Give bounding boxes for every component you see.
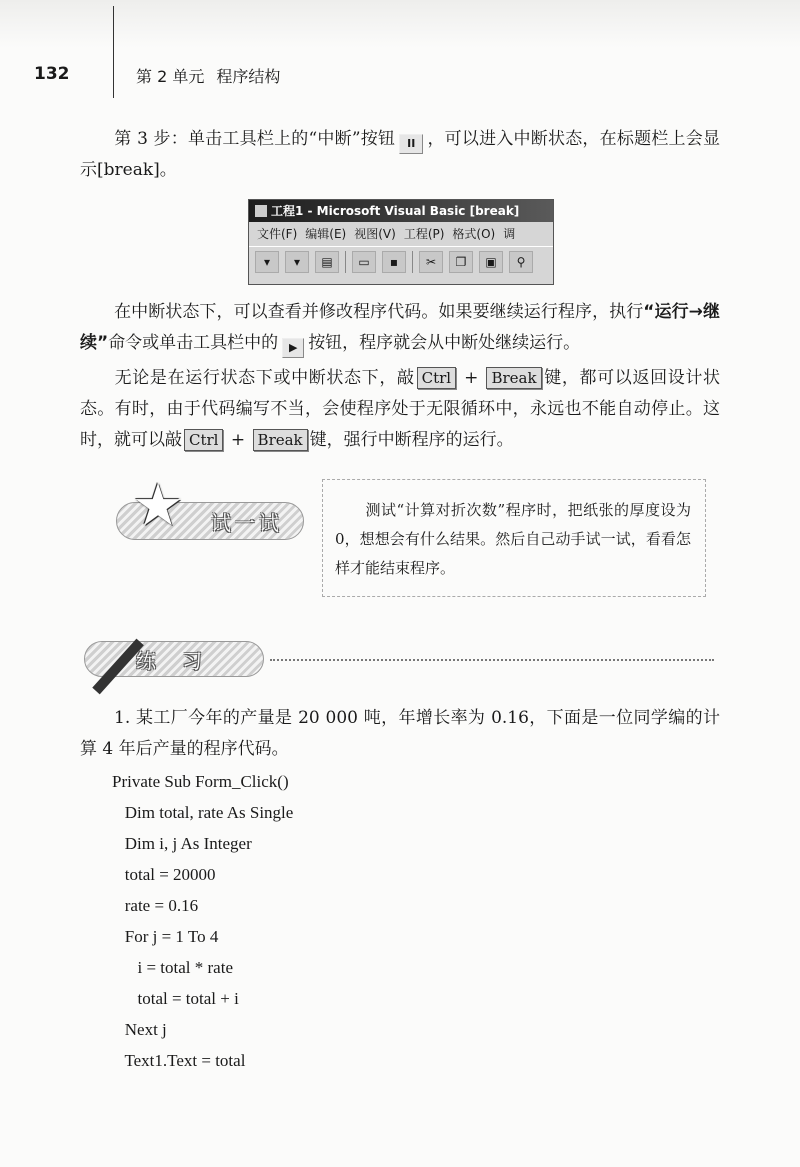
- para3-text-end: 键，强行中断程序的运行。: [309, 430, 514, 450]
- page-number: 132: [34, 64, 70, 84]
- add-project-icon[interactable]: ▾: [255, 251, 279, 273]
- para3-text: 无论是在运行状态下或中断状态下，敲: [114, 368, 415, 388]
- menu-debug[interactable]: 调: [503, 227, 516, 241]
- step3-text-end: ，可以进入中断状态，在标题栏上会显示[break]。: [80, 129, 720, 180]
- try-it-badge: 试一试: [116, 502, 304, 540]
- code-line: Dim i, j As Integer: [112, 834, 252, 853]
- step3-paragraph: [80, 124, 720, 186]
- try-it-text: [335, 496, 691, 583]
- para2-text-end: 按钮，程序就会从中断处继续运行。: [308, 333, 581, 353]
- menu-editor-icon[interactable]: ▤: [315, 251, 339, 273]
- break-key: Break: [486, 367, 541, 389]
- menu-project[interactable]: 工程(P): [403, 227, 445, 241]
- vb-title-text: 工程1 - Microsoft Visual Basic [break]: [271, 204, 520, 218]
- break-key-paragraph: [80, 363, 720, 456]
- code-line: i = total * rate: [112, 958, 234, 977]
- pause-icon: II: [399, 134, 423, 154]
- menu-file[interactable]: 文件(F): [257, 227, 298, 241]
- para2-text-mid: 命令或单击工具栏中的: [108, 333, 279, 353]
- menu-view[interactable]: 视图(V): [354, 227, 396, 241]
- open-icon[interactable]: ▭: [352, 251, 376, 273]
- exercise-badge: 练 习: [84, 641, 264, 677]
- para2-text: 在中断状态下，可以查看并修改程序代码。如果要继续运行程序，执行: [114, 302, 644, 322]
- find-icon[interactable]: ⚲: [509, 251, 533, 273]
- vb-app-icon: [255, 205, 267, 217]
- plus-sign: +: [464, 368, 479, 388]
- vb-window-screenshot: [248, 199, 554, 285]
- menu-format[interactable]: 格式(O): [452, 227, 496, 241]
- paste-icon[interactable]: ▣: [479, 251, 503, 273]
- question-text: 1. 某工厂今年的产量是 20 000 吨，年增长率为 0.16，下面是一位同学编的计算 4 年后产量的程序代码。: [80, 708, 720, 759]
- toolbar-separator: [345, 251, 346, 273]
- ctrl-key: Ctrl: [417, 367, 456, 389]
- continue-icon: ▶: [282, 338, 304, 358]
- scan-shading: [0, 0, 800, 48]
- code-line: Text1.Text = total: [112, 1051, 246, 1070]
- code-line: Private Sub Form_Click(): [112, 772, 289, 791]
- vb-title-bar: [249, 200, 553, 222]
- plus-sign: +: [230, 430, 246, 450]
- cut-icon[interactable]: ✂: [419, 251, 443, 273]
- toolbar-separator: [412, 251, 413, 273]
- vb-toolbar: [249, 246, 553, 277]
- vb-menu-bar: [249, 222, 553, 246]
- run-continue-command: “运行→继续”: [80, 302, 721, 353]
- code-line: total = total + i: [112, 989, 239, 1008]
- code-line: For j = 1 To 4: [112, 927, 219, 946]
- unit-label: 第 2 单元: [136, 67, 205, 86]
- try-it-content: 测试“计算对折次数”程序时，把纸张的厚度设为 0，想想会有什么结果。然后自己动手试一试，看看怎样才能结束程序。: [335, 501, 691, 577]
- continue-paragraph: [80, 297, 720, 359]
- exercise-question-1: [80, 703, 720, 765]
- copy-icon[interactable]: ❐: [449, 251, 473, 273]
- header-divider: [113, 6, 114, 98]
- dotted-divider: [270, 659, 714, 661]
- code-line: Next j: [112, 1020, 167, 1039]
- para3-text-mid: 键，都可以返回设计状态。有时，由于代码编写不当，会使程序处于无限循环中，永远也不能自动停止。这时，就可以敲: [80, 368, 721, 450]
- add-form-icon[interactable]: ▾: [285, 251, 309, 273]
- chapter-label: 程序结构: [216, 67, 281, 86]
- break-key: Break: [253, 429, 308, 451]
- running-header: [136, 64, 292, 87]
- code-line: rate = 0.16: [112, 896, 199, 915]
- star-icon: ★: [132, 471, 184, 539]
- code-line: Dim total, rate As Single: [112, 803, 294, 822]
- ctrl-key: Ctrl: [184, 429, 223, 451]
- step3-text: 第 3 步：单击工具栏上的“中断”按钮: [114, 129, 396, 149]
- save-icon[interactable]: ▪: [382, 251, 406, 273]
- menu-edit[interactable]: 编辑(E): [305, 227, 347, 241]
- code-line: total = 20000: [112, 865, 216, 884]
